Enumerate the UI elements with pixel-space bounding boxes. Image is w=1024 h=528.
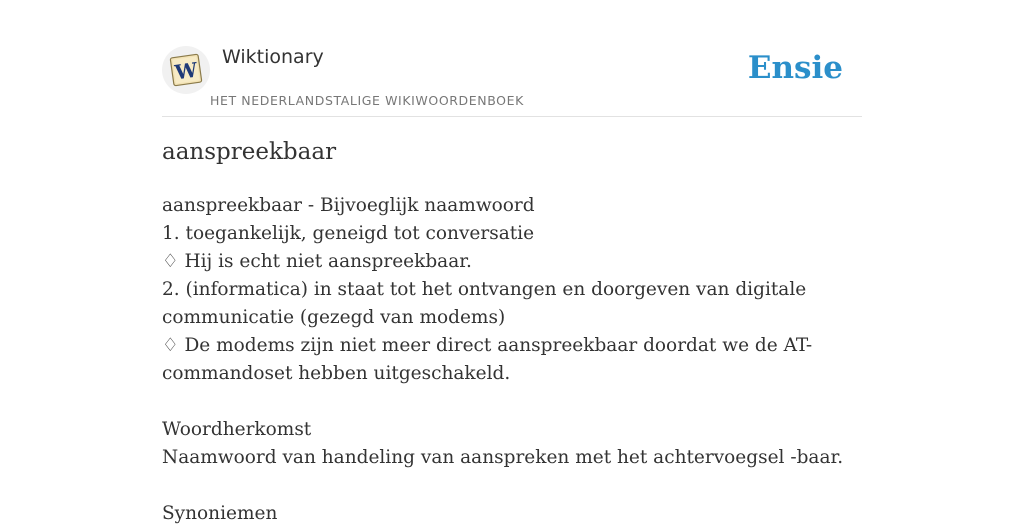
example-2-line-2: commandoset hebben uitgeschakeld. <box>162 363 511 384</box>
wiktionary-logo-icon[interactable] <box>162 46 210 94</box>
entry-title: aanspreekbaar <box>162 139 337 165</box>
ensie-brand-link[interactable]: Ensie <box>747 50 843 86</box>
sense-1: 1. toegankelijk, geneigd tot conversatie <box>162 223 535 244</box>
etymology-heading: Woordherkomst <box>162 419 312 440</box>
sense-2-line-2: communicatie (gezegd van modems) <box>162 307 506 328</box>
wiktionary-tile-icon <box>162 46 210 94</box>
sense-2-line-1: 2. (informatica) in staat tot het ontvangen en doorgeven van digitale <box>162 279 807 300</box>
spacer <box>162 388 862 416</box>
site-subtitle: HET NEDERLANDSTALIGE WIKIWOORDENBOEK <box>210 93 524 108</box>
example-2-line-1: ♢ De modems zijn niet meer direct aanspreekbaar doordat we de AT- <box>162 335 813 356</box>
synonyms-heading: Synoniemen <box>162 503 278 524</box>
logo-letter: W <box>173 57 199 85</box>
definition-heading: aanspreekbaar - Bijvoeglijk naamwoord <box>162 195 535 216</box>
spacer <box>162 472 862 500</box>
site-header <box>162 0 862 117</box>
page <box>162 0 862 524</box>
etymology-text: Naamwoord van handeling van aanspreken met het achtervoegsel -baar. <box>162 447 844 468</box>
example-1: ♢ Hij is echt niet aanspreekbaar. <box>162 251 472 272</box>
entry-content <box>162 192 862 528</box>
site-name[interactable]: Wiktionary <box>222 46 324 68</box>
